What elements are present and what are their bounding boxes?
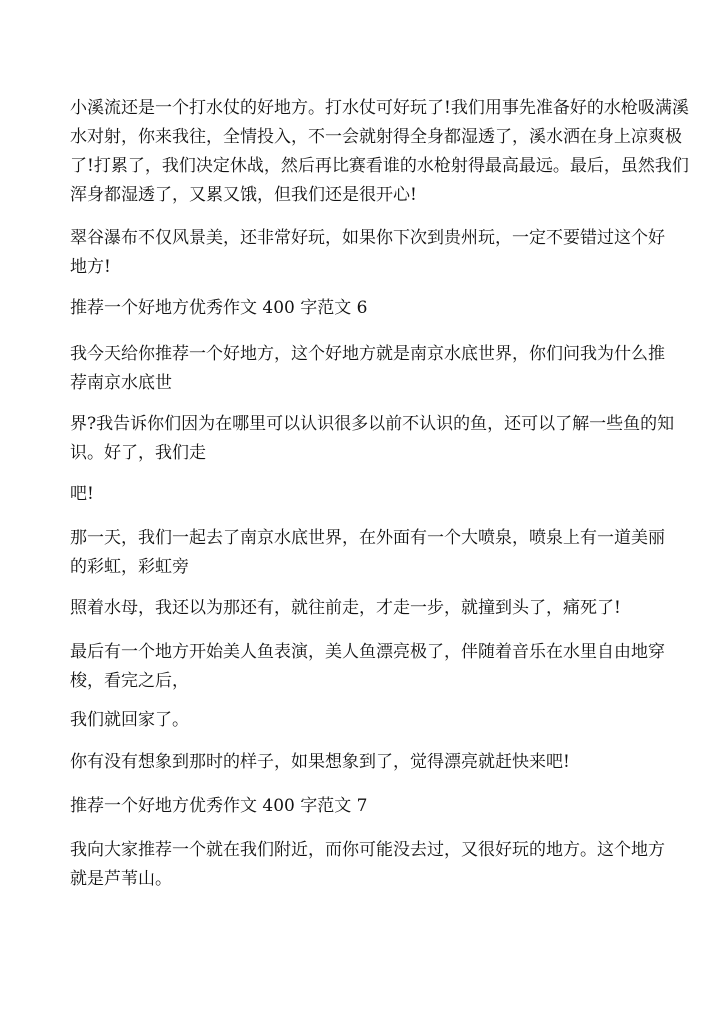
section-heading-7: 推荐一个好地方优秀作文 400 字范文 7: [70, 796, 368, 816]
section-heading-6: 推荐一个好地方优秀作文 400 字范文 6: [70, 298, 368, 318]
paragraph-imagine: 你有没有想象到那时的样子，如果想象到了，觉得漂亮就赶快来吧!: [70, 752, 570, 772]
paragraph-learn-fish: 界?我告诉你们因为在哪里可以认识很多以前不认识的鱼，还可以了解一些鱼的知识。好了，我们走: [70, 414, 675, 463]
paragraph-fountain-rainbow: 那一天，我们一起去了南京水底世界，在外面有一个大喷泉，喷泉上有一道美丽的彩虹，彩虹旁: [70, 528, 665, 577]
paragraph-jellyfish: 照着水母，我还以为那还有，就往前走，才走一步，就撞到头了，痛死了!: [70, 598, 621, 618]
paragraph-lets-go: 吧!: [70, 484, 94, 504]
paragraph-stream-water-fight: 小溪流还是一个打水仗的好地方。打水仗可好玩了!我们用事先准备好的水枪吸满溪水对射，你来我往，全情投入，不一会就射得全身都湿透了，溪水洒在身上凉爽极了!打累了，我们决定休战，然后再比赛看谁的水枪射得最高最远。最后，虽然我们浑身都湿透了，又累又饿，但我们还是很开心!: [70, 98, 689, 205]
paragraph-recommend-aquarium: 我今天给你推荐一个好地方，这个好地方就是南京水底世界，你们问我为什么推荐南京水底世: [70, 344, 665, 393]
paragraph-went-home: 我们就回家了。: [70, 710, 189, 730]
paragraph-mermaid-show: 最后有一个地方开始美人鱼表演，美人鱼漂亮极了，伴随着音乐在水里自由地穿梭，看完之后，: [70, 642, 665, 691]
paragraph-waterfall: 翠谷瀑布不仅风景美，还非常好玩，如果你下次到贵州玩，一定不要错过这个好地方!: [70, 228, 665, 277]
paragraph-reed-mountain: 我向大家推荐一个就在我们附近，而你可能没去过，又很好玩的地方。这个地方就是芦苇山。: [70, 840, 665, 889]
